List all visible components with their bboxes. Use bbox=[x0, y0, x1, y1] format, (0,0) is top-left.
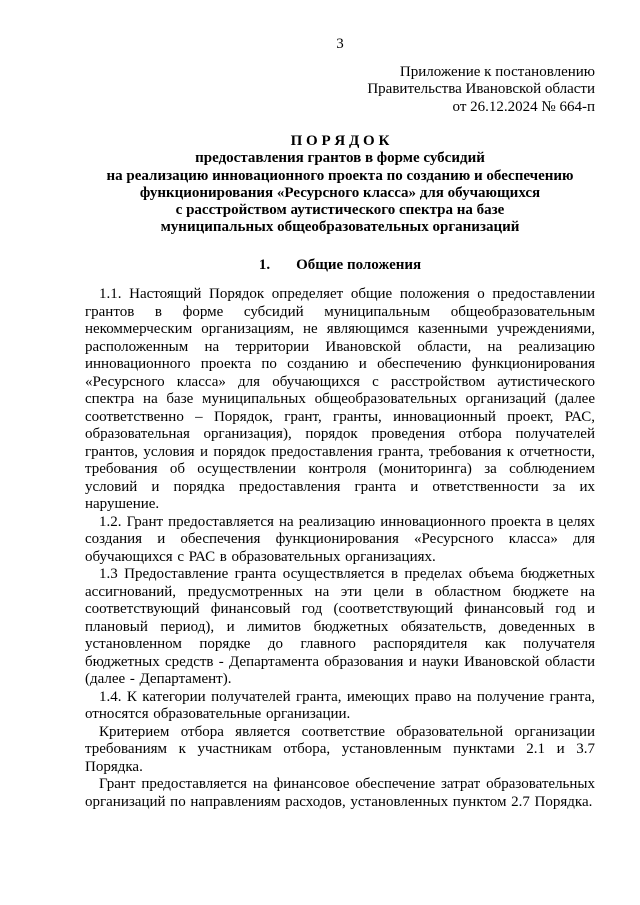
section-heading bbox=[85, 257, 595, 275]
paragraph-selection-criteria: Критерием отбора является соответствие образовательной организации требованиям к участникам отбора, установленным пунктами 2.1 и 3.7 Порядка. bbox=[85, 723, 595, 775]
document-title-line: муниципальных общеобразовательных организаций bbox=[160, 219, 520, 236]
document-body bbox=[85, 286, 595, 811]
paragraph-1-1: 1.1. Настоящий Порядок определяет общие положения о предоставлении грантов в форме субсидий муниципальным общеобразовательным некоммерческим организациям, не являющимся казенными учреждениями, расположенным на территории Ивановской области, на реализацию инновационного проекта по созданию и обеспечению функционирования «Ресурсного класса» для обучающихся с расстройством аутистического спектра на базе муниципальных общеобразовательных организаций (далее соответственно – Порядок, грант, гранты, инновационный проект, РАС, образовательная организация), порядок проведения отбора получателей грантов, условия и порядок предоставления гранта, требования к отчетности, требования об осуществлении контроля (мониторинга) за соблюдением условий и порядка предоставления гранта и ответственности за их нарушение. bbox=[85, 286, 595, 513]
annex-line: от 26.12.2024 № 664-п bbox=[452, 98, 595, 115]
annex-reference-block bbox=[85, 64, 595, 117]
document-title-line: с расстройством аутистического спектра на базе bbox=[175, 202, 505, 219]
document-title-line: предоставления грантов в форме субсидий bbox=[195, 150, 485, 167]
paragraph-1-2: 1.2. Грант предоставляется на реализацию инновационного проекта в целях создания и обеспечения функционирования «Ресурсного класса» для обучающихся с РАС в образовательных организациях. bbox=[85, 513, 595, 565]
document-title-line: функционирования «Ресурсного класса» для обучающихся bbox=[139, 184, 541, 201]
annex-line: Приложение к постановлению bbox=[399, 63, 595, 80]
section-title: Общие положения bbox=[296, 256, 422, 273]
paragraph-grant-purpose: Грант предоставляется на финансовое обеспечение затрат образовательных организаций по направлениям расходов, установленных пунктом 2.7 Порядка. bbox=[85, 776, 595, 810]
section-number: 1. bbox=[258, 256, 271, 273]
document-title-line: на реализацию инновационного проекта по созданию и обеспечению bbox=[106, 167, 574, 184]
document-title-line: П О Р Я Д О К bbox=[290, 133, 390, 149]
page-number: 3 bbox=[336, 36, 344, 52]
paragraph-1-3: 1.3 Предоставление гранта осуществляется в пределах объема бюджетных ассигнований, предусмотренных на эти цели в областном бюджете на соответствующий финансовый год (соответствующий финансовый год и плановый период), и лимитов бюджетных обязательств, доведенных в установленном порядке до главного распорядителя как получателя бюджетных средств - Департамента образования и науки Ивановской области (далее - Департамент). bbox=[85, 566, 595, 688]
document-title bbox=[85, 133, 595, 237]
annex-line: Правительства Ивановской области bbox=[367, 81, 595, 97]
paragraph-1-4: 1.4. К категории получателей гранта, имеющих право на получение гранта, относятся образовательные организации. bbox=[85, 688, 595, 723]
